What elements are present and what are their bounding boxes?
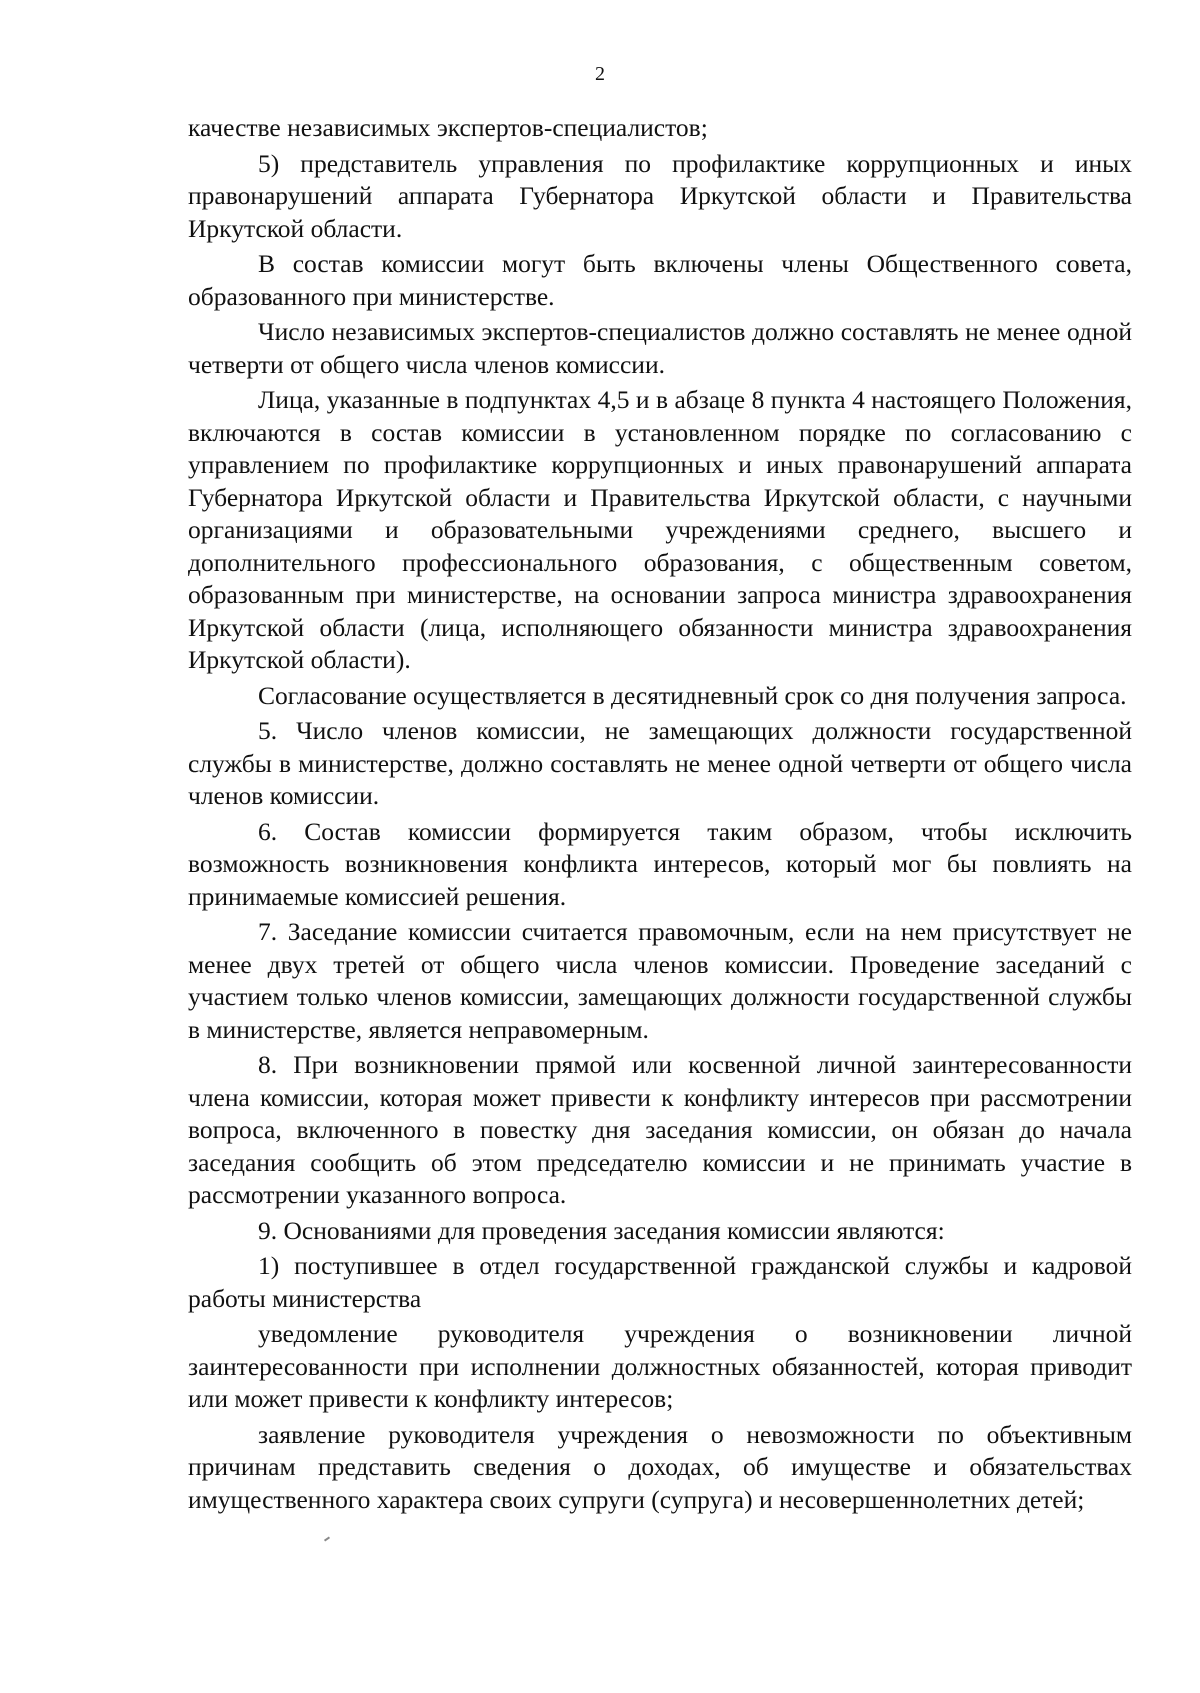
paragraph-12: 1) поступившее в отдел государственной гражданской службы и кадровой работы министерства: [188, 1251, 1132, 1313]
paragraph-6: Согласование осуществляется в десятидневный срок со дня получения запроса.: [258, 680, 1127, 710]
paragraph-10: 8. При возникновении прямой или косвенной личной заинтересованности члена комиссии, которая может привести к конфликту интересов при рассмотрении вопроса, включенного в повестку дня заседания комиссии, он обязан до начала заседания сообщить об этом председателю комиссии и не принимать участие в рассмотрении указанного вопроса.: [188, 1050, 1132, 1209]
scan-mark: [324, 1536, 330, 1541]
paragraph-7: 5. Число членов комиссии, не замещающих должности государственной службы в министерстве, должно составлять не менее одной четверти от общего числа членов комиссии.: [188, 716, 1132, 810]
paragraph-4: Число независимых экспертов-специалистов должно составлять не менее одной четверти от общего числа членов комиссии.: [188, 317, 1132, 379]
page-number: 2: [595, 63, 605, 85]
document-body: [188, 112, 1132, 1519]
paragraph-2: 5) представитель управления по профилактике коррупционных и иных правонарушений аппарата Губернатора Иркутской области и Правительства Иркутской области.: [188, 148, 1132, 243]
paragraph-8: 6. Состав комиссии формируется таким образом, чтобы исключить возможность возникновения конфликта интересов, который мог бы повлиять на принимаемые комиссией решения.: [188, 816, 1132, 911]
paragraph-9: 7. Заседание комиссии считается правомочным, если на нем присутствует не менее двух третей от общего числа членов комиссии. Проведение заседаний с участием только членов комиссии, замещающих должности государственной службы в министерстве, является неправомерным.: [188, 917, 1132, 1044]
paragraph-5: Лица, указанные в подпунктах 4,5 и в абзаце 8 пункта 4 настоящего Положения, включаются в состав комиссии в установленном порядке по согласованию с управлением по профилактике коррупционных и иных правонарушений аппарата Губернатора Иркутской области и Правительства Иркутской области, с научными организациями и образовательными учреждениями среднего, высшего и дополнительного профессионального образования, с общественным советом, образованным при министерстве, на основании запроса министра здравоохранения Иркутской области (лица, исполняющего обязанности министра здравоохранения Иркутской области).: [188, 385, 1132, 674]
paragraph-1: качестве независимых экспертов-специалистов;: [188, 113, 708, 142]
paragraph-13: уведомление руководителя учреждения о возникновении личной заинтересованности при исполнении должностных обязанностей, которая приводит или может привести к конфликту интересов;: [188, 1319, 1132, 1413]
paragraph-11: 9. Основаниями для проведения заседания комиссии являются:: [258, 1215, 945, 1245]
paragraph-3: В состав комиссии могут быть включены члены Общественного совета, образованного при министерстве.: [188, 249, 1132, 311]
paragraph-14: заявление руководителя учреждения о невозможности по объективным причинам представить сведения о доходах, об имуществе и обязательствах имущественного характера своих супруги (супруга) и несовершеннолетних детей;: [188, 1419, 1132, 1514]
